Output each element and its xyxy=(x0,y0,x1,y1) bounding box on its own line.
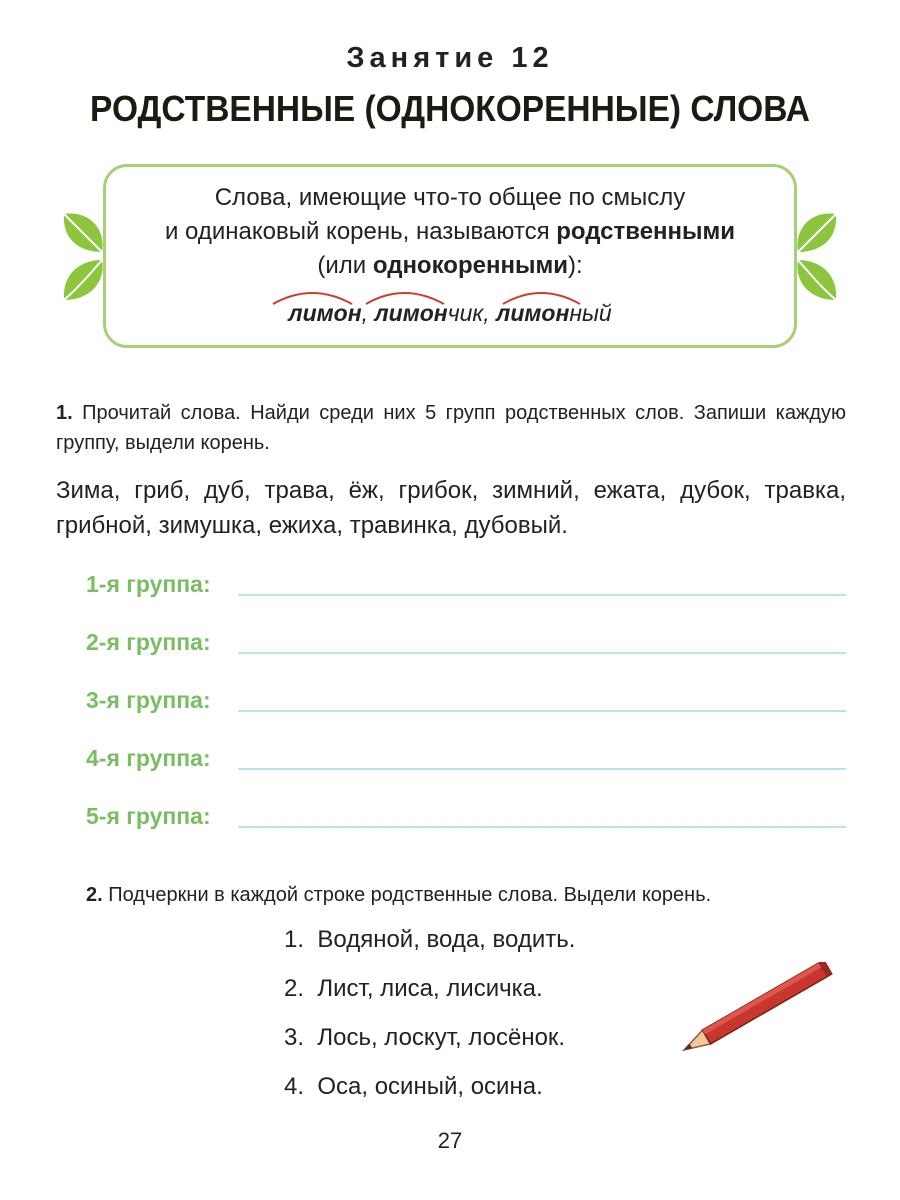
word-root: лимон xyxy=(288,300,362,326)
task-2-list xyxy=(284,926,724,1122)
rule-bold-term: родственными xyxy=(556,218,736,245)
page-title: РОДСТВЕННЫЕ (ОДНОКОРЕННЫЕ) СЛОВА xyxy=(90,88,810,129)
group-label: 4-я группа: xyxy=(86,745,211,771)
group-label: 1-я группа: xyxy=(86,571,211,597)
item-text: Водяной, вода, водить. xyxy=(317,926,576,953)
item-number: 2. xyxy=(284,975,305,1002)
item-text: Оса, осиный, осина. xyxy=(317,1073,543,1100)
answer-line[interactable] xyxy=(238,768,846,770)
task-1-instruction xyxy=(56,398,846,458)
task-number: 1. xyxy=(56,402,73,424)
task-1-words: Зима, гриб, дуб, трава, ёж, грибок, зимний, ежата, дубок, травка, грибной, зимушка, ежиха, травинка, дубовый. xyxy=(56,477,846,539)
word-suffix: чик xyxy=(447,300,484,326)
rule-text-span: ): xyxy=(567,252,583,279)
task-2-instruction xyxy=(86,880,846,910)
group-row[interactable] xyxy=(86,678,846,714)
instruction-text: Подчеркни в каждой строке родственные слова. Выдели корень. xyxy=(108,884,712,906)
example-word xyxy=(496,300,612,326)
group-label: 2-я группа: xyxy=(86,629,211,655)
rule-bold-term: однокоренными xyxy=(372,252,568,279)
group-row[interactable] xyxy=(86,620,846,656)
rule-line-3 xyxy=(106,249,794,283)
example-word xyxy=(288,300,361,326)
rule-text-span: и одинаковый корень, называются xyxy=(164,218,557,245)
separator: , xyxy=(361,300,375,326)
list-item xyxy=(284,975,724,1024)
example-words xyxy=(0,300,900,327)
group-label: 3-я группа: xyxy=(86,687,211,713)
group-row[interactable] xyxy=(86,736,846,772)
word-root: лимон xyxy=(374,300,448,326)
item-number: 3. xyxy=(284,1024,305,1051)
group-label: 5-я группа: xyxy=(86,803,211,829)
answer-line[interactable] xyxy=(238,826,846,828)
separator: , xyxy=(483,300,497,326)
example-word xyxy=(374,300,483,326)
word-suffix: ный xyxy=(569,300,612,326)
page-number: 27 xyxy=(437,1128,463,1153)
rule-line-1: Слова, имеющие что-то общее по смыслу xyxy=(214,184,686,211)
instruction-text: Прочитай слова. Найди среди них 5 групп родственных слов. Запиши каждую группу, выдели корень. xyxy=(56,402,847,454)
pencil-icon xyxy=(676,962,836,1062)
list-item xyxy=(284,1024,724,1073)
answer-line[interactable] xyxy=(238,594,846,596)
lesson-number: Занятие 12 xyxy=(346,42,554,74)
item-text: Лось, лоскут, лосёнок. xyxy=(317,1024,566,1051)
word-root: лимон xyxy=(496,300,570,326)
rule-line-2 xyxy=(106,215,794,249)
list-item xyxy=(284,926,724,975)
item-text: Лист, лиса, лисичка. xyxy=(317,975,543,1002)
list-item xyxy=(284,1073,724,1122)
answer-line[interactable] xyxy=(238,710,846,712)
group-row[interactable] xyxy=(86,794,846,830)
item-number: 1. xyxy=(284,926,305,953)
task-number: 2. xyxy=(86,884,103,906)
rule-text-span: (или xyxy=(317,252,373,279)
answer-line[interactable] xyxy=(238,652,846,654)
item-number: 4. xyxy=(284,1073,305,1100)
rule-text xyxy=(106,181,794,283)
group-row[interactable] xyxy=(86,562,846,598)
